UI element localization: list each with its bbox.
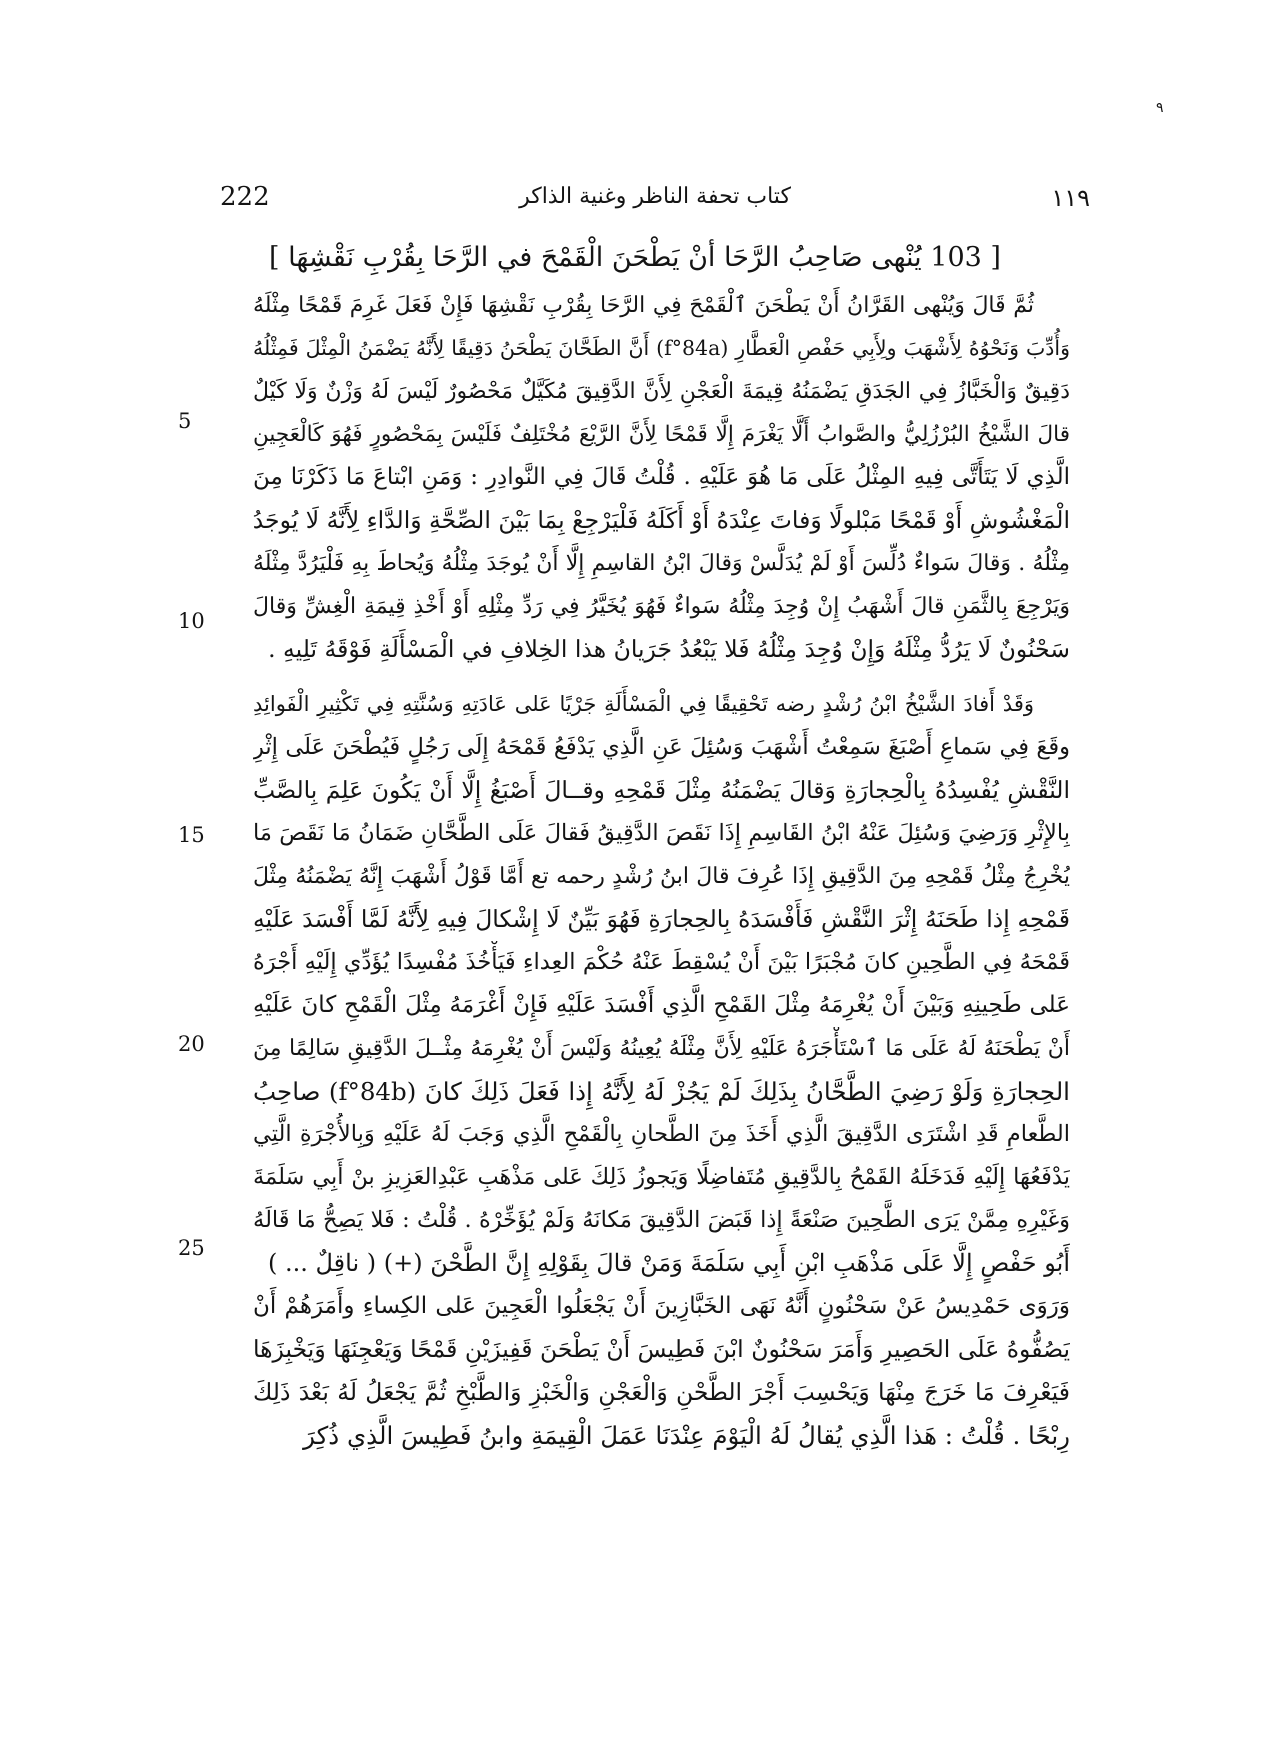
page-header [220,182,1090,222]
line-number: 15 [178,823,205,847]
text-line: عَلى طَحِينِهِ وَبَيْنَ أَنْ يُغْرِمَهُ مِثْلَ القَمْحِ الَّذِي أَفْسَدَ عَلَيْهِ فَإِنْ أَغْرَمَهُ مِثْلَ الْقَمْحِ كانَ عَلَيْهِ [253,992,1070,1018]
paragraph-1 [253,284,1070,671]
text-line: الحِجارَةِ وَلَوْ رَضِيَ الطَّحَّانُ بِذَلِكَ لَمْ يَجُزْ لَهُ لِأَنَّهُ إِذا فَعَلَ ذَلِكَ كانَ (f°84b) صاحِبُ [253,1077,1070,1106]
text-line: دَقِيقٌ وَالْخَبَّازُ فِي الجَدَقِ يَضْمَنُهُ قِيمَةَ الْعَجْنِ لِأَنَّ الدَّقِيقَ مُكَيَّلٌ مَحْصُورٌ لَيْسَ لَهُ وَزْنٌ وَلَا كَيْلٌ [253,379,1070,404]
text-line: وَأُدِّبَ وَنَحْوُهُ لِأَشْهَبَ ولِأَبِي حَفْصِ الْعَطَّارِ (f°84a) أَنَّ الطَحَّانَ يَطْحَنُ دَقِيقًا لِأَنَّهُ يَضْمَنُ الْمِثْلَ فَمِثْلُهُ [253,336,1070,360]
text-line: فَيَعْرِفَ مَا خَرَجَ مِنْهَا وَيَحْسِبَ أَجْرَ الطَّحْنِ وَالْعَجْنِ وَالْخَبْزِ وَالطَّبْخِ ثُمَّ يَجْعَلُ لَهُ بَعْدَ ذَلِكَ [253,1378,1070,1406]
text-line: وَيَرْجِعَ بِالثَّمَنِ قالَ أَشْهَبُ إِنْ وُجِدَ مِثْلُهُ سَواءٌ فَهُوَ يُخَيَّرُ فِي رَدِّ مِثْلِهِ أَوْ أَخْذِ قِيمَةِ الْغِشِّ وَقالَ [253,594,1070,619]
text-line: ثُمَّ قَالَ وَيُنْهى القَرَّانُ أَنْ يَطْحَنَ ٱلْقَمْحَ فِي الرَّحَا بِقُرْبِ نَقْشِهَا فَإِنْ فَعَلَ غَرِمَ قَمْحًا مِثْلَهُ [253,293,1034,318]
text-line: أَبُو حَفْصٍ إِلَّا عَلَى مَذْهَبِ ابْنِ أَبِي سَلَمَةَ وَمَنْ قالَ بِقَوْلِهِ إِنَّ الطَّحْنَ (+) ( ناقِلٌ ... ) [267,1249,1070,1277]
text-line: قَمْحَهُ فِي الطَّحِينِ كانَ مُجْبَرًا بَيْنَ أَنْ يُسْقِطَ عَنْهُ حُكْمَ العِداءِ فَيَأْخُذَ مُفْسِدًا يُؤَدِّي إِلَيْهِ أَجْرَهُ [253,949,1070,975]
line-number: 25 [178,1236,205,1260]
text-line: رِبْحًا . قُلْتُ : هَذا الَّذِي يُقالُ لَهُ الْيَوْمَ عِنْدَنَا عَمَلَ الْقِيمَةِ وابنُ فَطِيسَ الَّذِي ذُكِرَ [303,1421,1070,1450]
text-line: قالَ الشَّيْخُ البُرْزُلِيُّ والصَّوابُ أَلَّا يَغْرَمَ إِلَّا قَمْحًا لِأَنَّ الرَّيْعَ مُخْتَلِفٌ فَلَيْسَ بِمَحْصُورٍ فَهُوَ كَالْعَجِينِ [253,422,1070,447]
text-line: وَغَيْرِهِ مِمَّنْ يَرَى الطَّحِينَ صَنْعَةً إِذا قَبَضَ الدَّقِيقَ مَكانَهُ وَلَمْ يُؤَخِّرْهُ . قُلْتُ : فَلا يَصِحُّ مَا قَالَهُ [253,1207,1070,1233]
corner-mark: ٩ [1156,100,1164,116]
text-line: سَحْنُونٌ لَا يَرُدُّ مِثْلَهُ وَإِنْ وُجِدَ مِثْلُهُ فَلا يَبْعُدُ جَرَيانُ هذا الخِلافِ في الْمَسْأَلَةِ فَوْقَهُ تَلِيهِ . [268,635,1070,663]
page-number-right: ١١٩ [1051,184,1090,212]
line-number: 20 [178,1032,205,1056]
text-line: الطَّعامِ قَدِ اشْتَرَى الدَّقِيقَ الَّذِي أَخَذَ مِنَ الطَّحانِ بِالْقَمْحِ الَّذِي وَجَبَ لَهُ عَلَيْهِ وَبِالأُجْرَةِ الَّتِي [253,1121,1070,1147]
text-line: قَمْحِهِ إِذا طَحَنَهُ إِثْرَ النَّقْشِ فَأَفْسَدَهُ بِالحِجارَةِ فَهُوَ بَيِّنٌ لَا إِشْكالَ فِيهِ لِأَنَّهُ لَمَّا أَفْسَدَ عَلَيْهِ [253,905,1070,933]
line-number: 5 [178,409,192,433]
section-heading: [ 103 يُنْهى صَاحِبُ الرَّحَا أنْ يَطْحَنَ الْقَمْحَ في الرَّحَا بِقُرْبِ نَقْشِهَا ] [269,242,1001,273]
text-line: يُخْرِجُ مِثْلُ قَمْحِهِ مِنَ الدَّقِيقِ إِذَا عُرِفَ قالَ ابنُ رُشْدٍ رحمه تع أَمَّا قَوْلُ أَشْهَبَ إِنَّهُ يَضْمَنُهُ مِثْلَ [253,864,1070,889]
line-number: 10 [178,609,205,633]
text-line: بِالإِثْرِ وَرَضِيَ وَسُئِلَ عَنْهُ ابْنُ القَاسِمِ إِذَا نَقَصَ الدَّقِيقُ فَقالَ عَلَى الطَّحَّانِ ضَمَانُ مَا نَقَصَ مَا [253,820,1070,846]
text-line: الَّذِي لَا يَتَأَتَّى فِيهِ المِثْلُ عَلَى مَا هُوَ عَلَيْهِ . قُلْتُ قَالَ فِي النَّوادِرِ : وَمَنِ ابْتاعَ مَا ذَكَرْنَا مِنَ [253,464,1070,490]
text-line: يَصُفُّوهُ عَلَى الحَصِيرِ وَأَمَرَ سَحْنُونٌ ابْنَ فَطِيسَ أَنْ يَطْحَنَ قَفِيزَيْنِ قَمْحًا وَيَعْجِنَهَا وَيَخْبِزَهَا [253,1335,1070,1363]
text-line: أَنْ يَطْحَنَهُ لَهُ عَلَى مَا ٱسْتَأْجَرَهُ عَلَيْهِ لِأَنَّ مِثْلَهُ يُعِينُهُ وَلَيْسَ أَنْ يُغْرِمَهُ مِثْــلَ الدَّقِيقِ سَالِمًا مِنَ [253,1036,1070,1061]
text-line: الْمَغْشُوشِ أَوْ قَمْحًا مَبْلولًا وَفاتَ عِنْدَهُ أَوْ أَكَلَهُ فَلْيَرْجِعْ بِمَا بَيْنَ الصِّحَّةِ وَالدَّاءِ لِأَنَّهُ لَا يُوجَدُ [253,506,1070,534]
text-line: يَدْفَعُهَا إِلَيْهِ فَدَخَلَهُ القَمْحُ بِالدَّقِيقِ مُتَفاضِلًا وَيَجوزُ ذَلِكَ عَلى مَذْهَبِ عَبْدِالعَزِيزِ بنْ أَبِي سَلَمَةَ [253,1164,1070,1190]
text-line: وَقَدْ أَفادَ الشَّيْخُ ابْنُ رُشْدٍ رضه تَحْقِيقًا فِي الْمَسْأَلَةِ جَرْيًا عَلى عَادَتِهِ وَسُنَّتِهِ فِي تَكْثِيرِ الْفَوائِدِ [253,692,1034,716]
running-title: كتاب تحفة الناظر وغنية الذاكر [519,184,791,209]
text-line: مِثْلُهُ . وَقالَ سَواءٌ دُلِّسَ أَوْ لَمْ يُدَلَّسْ وَقالَ ابْنُ القاسِمِ إِلَّا أَنْ يُوجَدَ مِثْلُهُ وَيُحاطَ بِهِ فَلْيَرُدَّ مِثْلَهُ [253,551,1070,576]
text-line: وَرَوَى حَمْدِيسُ عَنْ سَحْنُونٍ أَنَّهُ نَهَى الخَبَّازِينَ أَنْ يَجْعَلُوا الْعَجِينَ عَلى الكِساءِ وأَمَرَهُمْ أَنْ [253,1293,1070,1319]
page-number-left: 222 [220,182,270,212]
paragraph-2 [253,683,1070,1457]
text-line: النَّقْشِ يُفْسِدُهُ بِالْحِجارَةِ وَقالَ يَضْمَنُهُ مِثْلَ قَمْحِهِ وقــالَ أَصْبَغُ إِلَّا أَنْ يَكُونَ عَلِمَ بِالصَّبِّ [253,776,1070,804]
text-line: وقَعَ فِي سَماعِ أَصْبَغَ سَمِعْتُ أَشْهَبَ وَسُئِلَ عَنِ الَّذِي يَدْفَعُ قَمْحَهُ إِلَى رَجُلٍ فَيُطْحَنَ عَلَى إِثْرِ [253,734,1070,760]
